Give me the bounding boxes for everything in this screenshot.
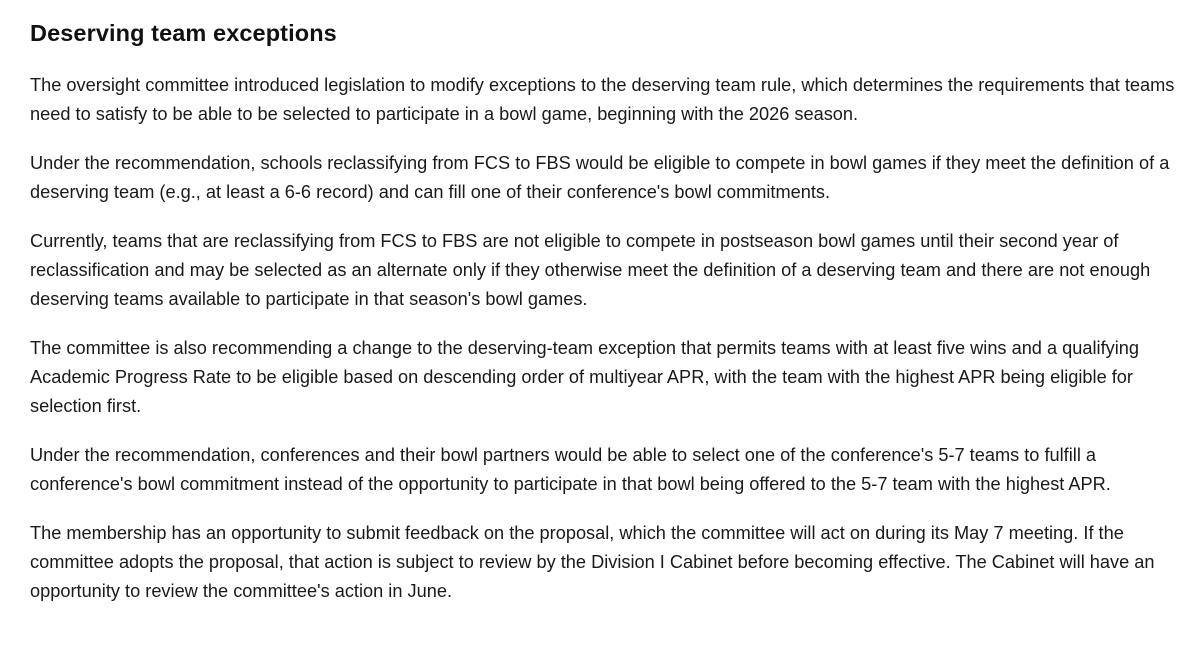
section-heading: Deserving team exceptions [30,20,337,46]
paragraph-fcs-fbs-eligibility: Under the recommendation, schools reclassifying from FCS to FBS would be eligible to compete in bowl games if they meet the definition of a deserving team (e.g., at least a 6-6 record) and can fill one of their conference's bowl commitments. [30,152,1170,203]
paragraph-oversight-legislation: The oversight committee introduced legislation to modify exceptions to the deserving team rule, which determines the requirements that teams need to satisfy to be able to be selected to participate in a bowl game, beginning with the 2026 season. [30,75,1175,125]
paragraph-membership-feedback: The membership has an opportunity to submit feedback on the proposal, which the committee will act on during its May 7 meeting. If the committee adopts the proposal, that action is subject to review by the Division I Cabinet before becoming effective. The Cabinet will have an opportunity to review the committee's action in June. [30,522,1155,602]
paragraph-apr-exception: The committee is also recommending a change to the deserving-team exception that permits teams with at least five wins and a qualifying Academic Progress Rate to be eligible based on descending order of multiyear APR, with the team with the highest APR being eligible for selection first. [30,337,1139,417]
paragraph-conference-selection: Under the recommendation, conferences and their bowl partners would be able to select one of the conference's 5-7 teams to fulfill a conference's bowl commitment instead of the opportunity to participate in that bowl being offered to the 5-7 team with the highest APR. [30,445,1111,495]
paragraph-current-rules: Currently, teams that are reclassifying from FCS to FBS are not eligible to compete in postseason bowl games until their second year of reclassification and may be selected as an alternate only if they otherwise meet the definition of a deserving team and there are not enough deserving teams available to participate in that season's bowl games. [30,230,1151,310]
article-body [30,0,1195,607]
